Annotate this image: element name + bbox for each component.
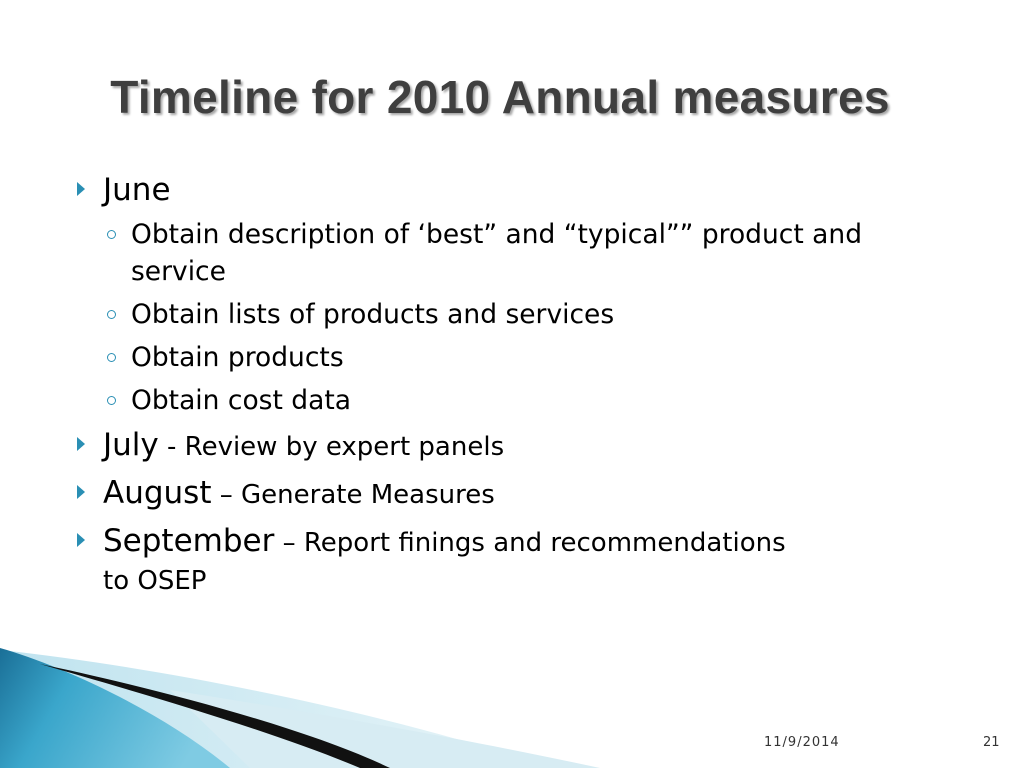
- bullet-august-separator: –: [211, 480, 242, 510]
- triangle-right-icon: [77, 182, 85, 196]
- sub-item: [103, 339, 955, 376]
- footer-date: 11/9/2014: [764, 735, 840, 750]
- footer-page-number: 21: [983, 735, 1000, 750]
- bullet-july-label: July: [103, 427, 159, 463]
- bullet-september-separator: –: [274, 528, 304, 558]
- sub-item-text: Obtain products: [131, 342, 344, 373]
- ring-icon: [107, 310, 116, 319]
- bullet-september: [75, 521, 955, 599]
- bullet-september-continuation: to OSEP: [103, 566, 207, 596]
- bullet-list: [75, 170, 955, 605]
- bullet-july-separator: -: [158, 432, 185, 462]
- bullet-july-text: Review by expert panels: [184, 432, 505, 462]
- bullet-june: [75, 170, 955, 419]
- sub-item: [103, 216, 955, 290]
- june-sublist: [103, 216, 955, 419]
- bullet-july: [75, 425, 955, 467]
- ring-icon: [107, 396, 116, 405]
- triangle-right-icon: [77, 437, 85, 451]
- sub-item-text: Obtain cost data: [131, 385, 351, 416]
- bullet-september-label: September: [103, 523, 275, 559]
- sub-item: [103, 382, 955, 419]
- bullet-august: [75, 473, 955, 515]
- bullet-august-label: August: [103, 475, 212, 511]
- bullet-august-text: Generate Measures: [241, 480, 495, 510]
- triangle-right-icon: [77, 533, 85, 547]
- ring-icon: [107, 353, 116, 362]
- triangle-right-icon: [77, 485, 85, 499]
- sub-item-text: Obtain description of ‘best” and “typical”” product and service: [131, 219, 863, 287]
- bullet-september-text: Report finings and recommendations: [303, 528, 786, 558]
- sub-item: [103, 296, 955, 333]
- ring-icon: [107, 230, 116, 239]
- sub-item-text: Obtain lists of products and services: [131, 299, 615, 330]
- slide-title: Timeline for 2010 Annual measures: [110, 71, 890, 123]
- bullet-june-label: June: [103, 172, 171, 208]
